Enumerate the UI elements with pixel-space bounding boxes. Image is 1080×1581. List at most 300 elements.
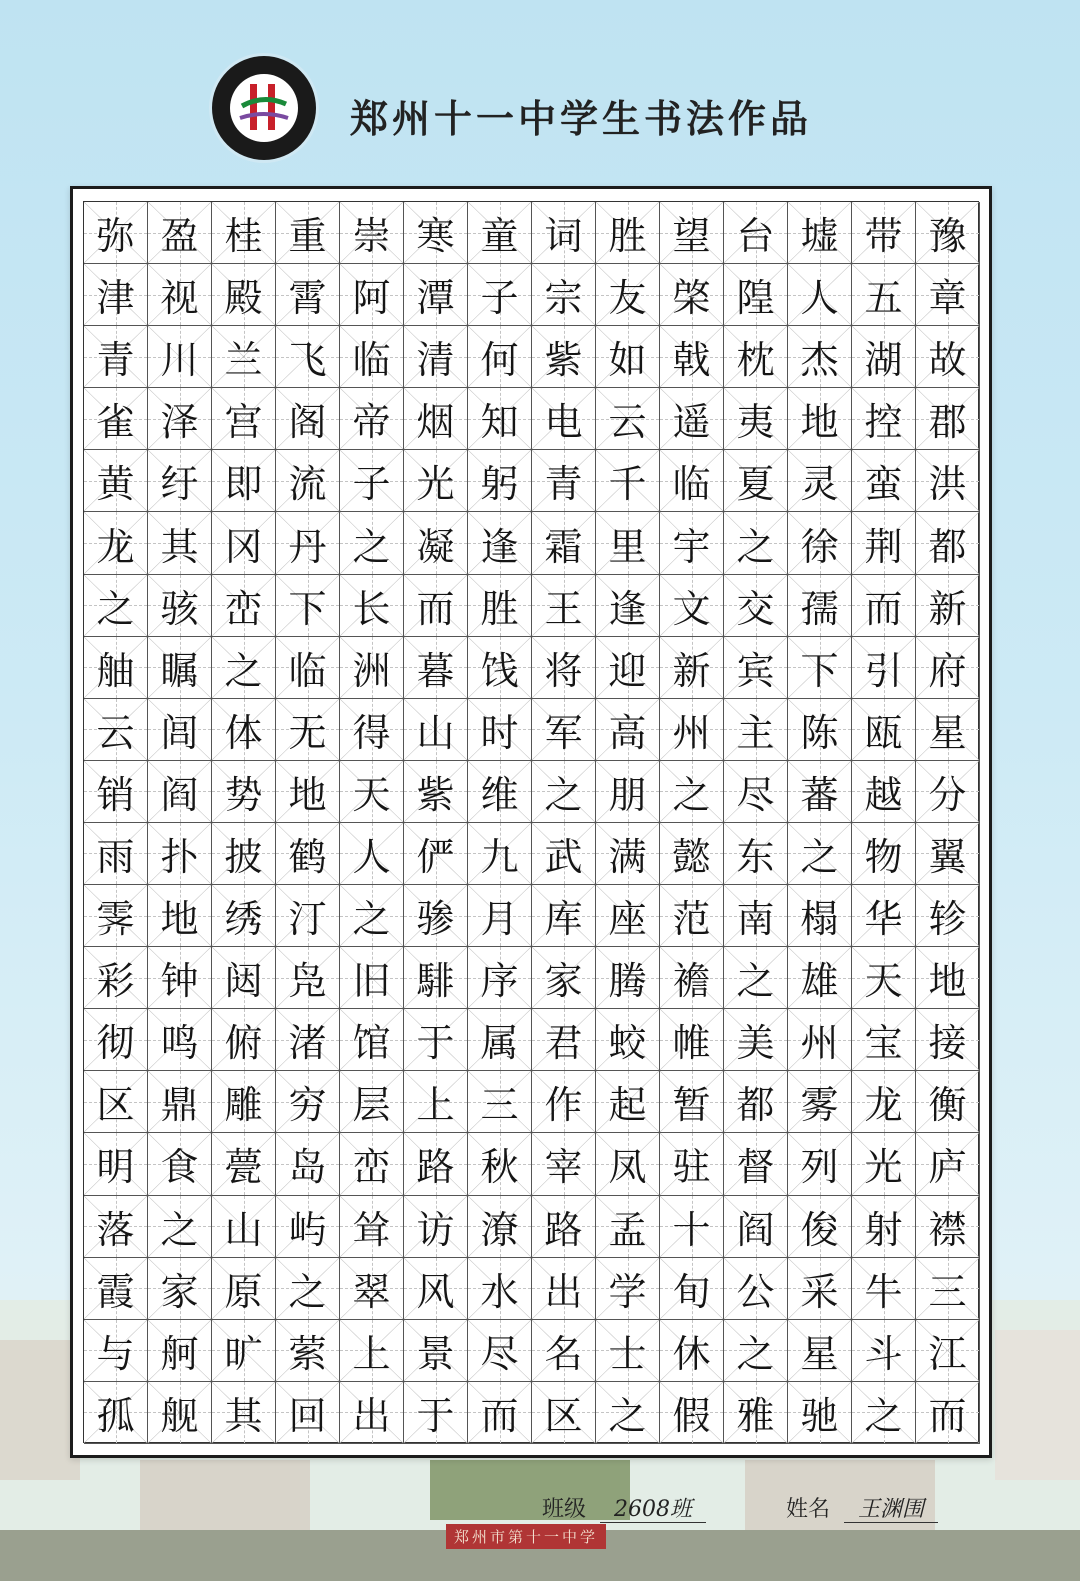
calligraphy-character: 九 [480,834,519,879]
calligraphy-character: 甍 [224,1145,263,1190]
calligraphy-character: 如 [608,338,647,383]
grid-cell [276,1382,340,1444]
calligraphy-character: 于 [416,1021,455,1066]
grid-cell [276,699,340,761]
calligraphy-character: 而 [928,1393,967,1438]
grid-cell [788,885,852,947]
grid-cell [340,326,404,388]
grid-cell [340,637,404,699]
grid-cell [84,1382,148,1444]
grid-cell [84,450,148,512]
calligraphy-character: 旷 [224,1331,263,1376]
grid-cell [724,202,788,264]
calligraphy-character: 知 [480,400,519,445]
grid-cell [532,450,596,512]
calligraphy-character: 钟 [160,959,199,1004]
calligraphy-character: 光 [416,462,455,507]
calligraphy-character: 俯 [224,1021,263,1066]
grid-cell [788,947,852,1009]
calligraphy-character: 引 [864,648,903,693]
grid-cell [404,637,468,699]
grid-cell [788,1133,852,1195]
grid-cell [660,699,724,761]
calligraphy-character: 州 [672,710,711,755]
grid-cell [276,823,340,885]
grid-cell [404,699,468,761]
calligraphy-character: 岛 [288,1145,327,1190]
calligraphy-character: 隍 [736,276,775,321]
calligraphy-character: 鼎 [160,1083,199,1128]
calligraphy-character: 风 [416,1269,455,1314]
calligraphy-character: 襟 [928,1207,967,1252]
grid-cell [852,575,916,637]
calligraphy-character: 新 [928,586,967,631]
calligraphy-character: 彩 [96,959,135,1004]
calligraphy-character: 带 [864,214,903,259]
grid-cell [916,1382,980,1444]
calligraphy-character: 峦 [352,1145,391,1190]
calligraphy-character: 灵 [800,462,839,507]
grid-cell [788,388,852,450]
calligraphy-character: 地 [160,897,199,942]
grid-cell [788,1071,852,1133]
grid-cell [532,637,596,699]
calligraphy-character: 武 [544,834,583,879]
grid-cell [788,761,852,823]
calligraphy-character: 逢 [608,586,647,631]
calligraphy-character: 故 [928,338,967,383]
calligraphy-character: 迎 [608,648,647,693]
gate-sign: 郑州市第十一中学 [446,1524,606,1549]
grid-cell [84,202,148,264]
calligraphy-character: 凤 [608,1145,647,1190]
calligraphy-character: 杰 [800,338,839,383]
calligraphy-character: 路 [544,1207,583,1252]
calligraphy-character: 鸣 [160,1021,199,1066]
grid-cell [596,326,660,388]
calligraphy-character: 江 [928,1331,967,1376]
calligraphy-character: 青 [544,462,583,507]
calligraphy-character: 下 [288,586,327,631]
grid-cell [596,450,660,512]
calligraphy-character: 翠 [352,1269,391,1314]
calligraphy-character: 与 [96,1331,135,1376]
calligraphy-character: 之 [352,524,391,569]
calligraphy-character: 秋 [480,1145,519,1190]
calligraphy-character: 视 [160,276,199,321]
grid-cell [724,1009,788,1071]
calligraphy-character: 轸 [928,897,967,942]
grid-cell [724,512,788,574]
grid-cell [724,699,788,761]
calligraphy-character: 翼 [928,834,967,879]
calligraphy-character: 物 [864,834,903,879]
grid-cell [596,1071,660,1133]
calligraphy-character: 人 [800,276,839,321]
calligraphy-character: 下 [800,648,839,693]
calligraphy-character: 纡 [160,462,199,507]
grid-cell [596,264,660,326]
grid-cell [916,1009,980,1071]
grid-cell [532,761,596,823]
calligraphy-character: 尽 [480,1331,519,1376]
grid-cell [84,637,148,699]
grid-cell [148,264,212,326]
grid-cell [340,1071,404,1133]
calligraphy-character: 潭 [416,276,455,321]
calligraphy-character: 冈 [224,524,263,569]
grid-cell [532,947,596,1009]
grid-cell [468,1320,532,1382]
calligraphy-character: 之 [288,1269,327,1314]
grid-cell [532,1382,596,1444]
calligraphy-character: 无 [288,710,327,755]
calligraphy-character: 舸 [160,1331,199,1376]
calligraphy-character: 食 [160,1145,199,1190]
grid-cell [276,575,340,637]
calligraphy-character: 俨 [416,834,455,879]
calligraphy-character: 徐 [800,524,839,569]
calligraphy-character: 洲 [352,648,391,693]
grid-cell [916,885,980,947]
grid-cell [404,947,468,1009]
calligraphy-character: 词 [544,214,583,259]
grid-cell [84,575,148,637]
calligraphy-character: 主 [736,710,775,755]
grid-cell [852,1071,916,1133]
grid-cell [276,1258,340,1320]
grid-cell [468,264,532,326]
grid-cell [532,1258,596,1320]
calligraphy-character: 遥 [672,400,711,445]
calligraphy-character: 夏 [736,462,775,507]
grid-cell [532,264,596,326]
calligraphy-character: 潦 [480,1207,519,1252]
calligraphy-character: 长 [352,586,391,631]
calligraphy-character: 士 [608,1331,647,1376]
calligraphy-character: 星 [928,710,967,755]
grid-cell [212,761,276,823]
calligraphy-character: 扑 [160,834,199,879]
calligraphy-character: 湖 [864,338,903,383]
calligraphy-character: 流 [288,462,327,507]
grid-cell [84,1009,148,1071]
grid-cell [276,637,340,699]
calligraphy-character: 公 [736,1269,775,1314]
calligraphy-character: 五 [864,276,903,321]
grid-cell [404,761,468,823]
calligraphy-character: 山 [416,710,455,755]
grid-cell [468,1382,532,1444]
calligraphy-character: 旧 [352,959,391,1004]
calligraphy-character: 体 [224,710,263,755]
grid-cell [724,1258,788,1320]
grid-cell [84,1320,148,1382]
grid-cell [596,699,660,761]
grid-cell [404,823,468,885]
grid-cell [788,1258,852,1320]
grid-cell [404,202,468,264]
grid-cell [852,1009,916,1071]
grid-cell [724,1382,788,1444]
grid-cell [404,450,468,512]
calligraphy-character: 人 [352,834,391,879]
grid-cell [660,450,724,512]
calligraphy-character: 宗 [544,276,583,321]
calligraphy-character: 墟 [800,214,839,259]
calligraphy-character: 帝 [352,400,391,445]
grid-cell [148,1133,212,1195]
grid-cell [532,326,596,388]
grid-cell [84,264,148,326]
grid-cell [468,885,532,947]
calligraphy-character: 逢 [480,524,519,569]
grid-cell [276,264,340,326]
calligraphy-character: 紫 [544,338,583,383]
grid-cell [596,637,660,699]
calligraphy-character: 时 [480,710,519,755]
calligraphy-character: 子 [480,276,519,321]
grid-cell [404,326,468,388]
grid-cell [468,1258,532,1320]
calligraphy-character: 于 [416,1393,455,1438]
calligraphy-character: 家 [544,959,583,1004]
grid-cell [468,202,532,264]
calligraphy-character: 庐 [928,1145,967,1190]
calligraphy-character: 区 [96,1083,135,1128]
grid-cell [340,450,404,512]
grid-cell [852,885,916,947]
grid-cell [660,1258,724,1320]
calligraphy-character: 阿 [352,276,391,321]
mizi-grid [83,201,979,1443]
calligraphy-character: 美 [736,1021,775,1066]
calligraphy-character: 耸 [352,1207,391,1252]
grid-cell [340,1320,404,1382]
calligraphy-character: 荆 [864,524,903,569]
grid-cell [212,264,276,326]
calligraphy-character: 华 [864,897,903,942]
grid-cell [276,388,340,450]
calligraphy-character: 暂 [672,1083,711,1128]
grid-cell [404,1382,468,1444]
calligraphy-character: 斗 [864,1331,903,1376]
calligraphy-character: 凫 [288,959,327,1004]
calligraphy-character: 库 [544,897,583,942]
grid-cell [660,823,724,885]
calligraphy-character: 之 [736,1331,775,1376]
grid-cell [84,947,148,1009]
calligraphy-character: 维 [480,772,519,817]
class-value: 2608班 [600,1497,706,1523]
grid-cell [468,388,532,450]
grid-cell [468,512,532,574]
calligraphy-character: 舰 [160,1393,199,1438]
calligraphy-character: 襜 [672,959,711,1004]
grid-cell [660,761,724,823]
calligraphy-character: 即 [224,462,263,507]
grid-cell [404,885,468,947]
grid-cell [404,1009,468,1071]
calligraphy-character: 清 [416,338,455,383]
grid-cell [916,637,980,699]
grid-cell [340,761,404,823]
calligraphy-character: 帷 [672,1021,711,1066]
grid-cell [916,1258,980,1320]
grid-cell [660,637,724,699]
grid-cell [148,761,212,823]
calligraphy-character: 鹤 [288,834,327,879]
calligraphy-character: 旬 [672,1269,711,1314]
class-field [542,1492,706,1523]
grid-cell [532,1071,596,1133]
calligraphy-character: 层 [352,1083,391,1128]
grid-cell [148,1320,212,1382]
calligraphy-character: 披 [224,834,263,879]
grid-cell [148,637,212,699]
grid-cell [148,1382,212,1444]
calligraphy-character: 宫 [224,400,263,445]
grid-cell [212,1258,276,1320]
calligraphy-character: 戟 [672,338,711,383]
grid-cell [276,885,340,947]
grid-cell [852,1258,916,1320]
grid-cell [468,450,532,512]
grid-cell [660,1009,724,1071]
calligraphy-character: 督 [736,1145,775,1190]
grid-cell [532,1009,596,1071]
calligraphy-character: 势 [224,772,263,817]
calligraphy-character: 出 [352,1393,391,1438]
grid-cell [212,1196,276,1258]
calligraphy-character: 山 [224,1207,263,1252]
grid-cell [340,1196,404,1258]
calligraphy-character: 宝 [864,1021,903,1066]
calligraphy-character: 地 [288,772,327,817]
calligraphy-character: 之 [544,772,583,817]
grid-cell [84,512,148,574]
grid-cell [852,1196,916,1258]
calligraphy-character: 腾 [608,959,647,1004]
calligraphy-character: 龙 [96,524,135,569]
grid-cell [916,326,980,388]
calligraphy-character: 假 [672,1393,711,1438]
calligraphy-character: 霁 [96,897,135,942]
grid-cell [852,202,916,264]
grid-cell [340,202,404,264]
calligraphy-character: 天 [352,772,391,817]
grid-cell [84,1071,148,1133]
calligraphy-character: 馆 [352,1021,391,1066]
calligraphy-character: 萦 [288,1331,327,1376]
grid-cell [532,699,596,761]
calligraphy-character: 衡 [928,1083,967,1128]
calligraphy-character: 孤 [96,1393,135,1438]
calligraphy-character: 云 [96,710,135,755]
header [0,0,1080,185]
calligraphy-character: 满 [608,834,647,879]
grid-cell [276,1196,340,1258]
grid-cell [852,1382,916,1444]
calligraphy-character: 崇 [352,214,391,259]
grid-cell [276,1009,340,1071]
calligraphy-character: 雄 [800,959,839,1004]
calligraphy-character: 寒 [416,214,455,259]
calligraphy-character: 骖 [416,897,455,942]
grid-cell [468,947,532,1009]
grid-cell [148,1258,212,1320]
grid-cell [916,1196,980,1258]
grid-cell [276,1320,340,1382]
grid-cell [148,699,212,761]
calligraphy-character: 君 [544,1021,583,1066]
calligraphy-character: 棨 [672,276,711,321]
calligraphy-character: 高 [608,710,647,755]
calligraphy-character: 三 [480,1083,519,1128]
calligraphy-character: 其 [160,524,199,569]
grid-cell [276,947,340,1009]
grid-cell [148,326,212,388]
calligraphy-character: 路 [416,1145,455,1190]
grid-cell [404,1071,468,1133]
name-field [786,1492,938,1523]
grid-cell [724,450,788,512]
calligraphy-character: 渚 [288,1021,327,1066]
grid-cell [660,264,724,326]
grid-cell [276,512,340,574]
calligraphy-character: 躬 [480,462,519,507]
calligraphy-character: 十 [672,1207,711,1252]
calligraphy-character: 而 [480,1393,519,1438]
calligraphy-character: 蛟 [608,1021,647,1066]
grid-cell [148,202,212,264]
grid-cell [532,575,596,637]
grid-cell [532,388,596,450]
calligraphy-character: 州 [800,1021,839,1066]
grid-cell [532,512,596,574]
calligraphy-character: 其 [224,1393,263,1438]
calligraphy-character: 之 [800,834,839,879]
grid-cell [148,823,212,885]
grid-cell [340,1133,404,1195]
calligraphy-character: 属 [480,1021,519,1066]
calligraphy-character: 飞 [288,338,327,383]
grid-cell [148,450,212,512]
grid-cell [916,823,980,885]
grid-cell [340,885,404,947]
grid-cell [596,1382,660,1444]
calligraphy-character: 射 [864,1207,903,1252]
grid-cell [468,823,532,885]
calligraphy-character: 上 [352,1331,391,1376]
calligraphy-character: 访 [416,1207,455,1252]
grid-cell [340,512,404,574]
calligraphy-character: 序 [480,959,519,1004]
grid-cell [340,699,404,761]
calligraphy-character: 黄 [96,462,135,507]
grid-cell [276,450,340,512]
grid-cell [84,1133,148,1195]
grid-cell [852,450,916,512]
grid-cell [212,450,276,512]
grid-cell [468,1009,532,1071]
calligraphy-character: 饯 [480,648,519,693]
calligraphy-character: 兰 [224,338,263,383]
grid-cell [276,202,340,264]
name-label: 姓名 [786,1497,831,1522]
grid-cell [660,1133,724,1195]
grid-cell [852,823,916,885]
